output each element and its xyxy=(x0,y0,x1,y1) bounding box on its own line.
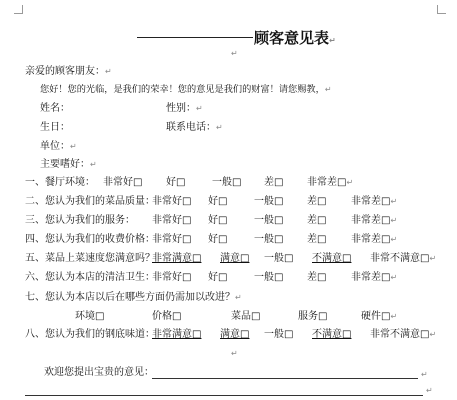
q6-option-2[interactable]: 好□ xyxy=(208,272,228,283)
q5-option-1[interactable]: 非常满意□ xyxy=(152,253,202,264)
q2-option-2[interactable]: 好□ xyxy=(208,196,228,207)
paragraph-mark: ↵ xyxy=(390,235,398,244)
q1-option-3[interactable]: 一般□ xyxy=(212,177,242,188)
q4-option-3[interactable]: 一般□ xyxy=(254,234,284,245)
question-5-label: 五、菜品上菜速度您满意吗？ xyxy=(25,253,155,264)
q4-option-5[interactable] xyxy=(351,234,397,246)
paragraph-mark: ↵ xyxy=(70,142,77,151)
intro-sentence: 您好！您的光临，是我们的荣幸！您的意见是我们的财富！请您赐教， xyxy=(40,84,325,95)
q8-option-5-text: 非常不满意□ xyxy=(370,329,430,340)
q2-option-5-text: 非常差□ xyxy=(351,196,391,207)
field-hobby-text: 主要嗜好： xyxy=(40,159,90,170)
q3-option-4[interactable]: 差□ xyxy=(307,215,327,226)
document-title xyxy=(254,27,336,48)
q5-option-3[interactable]: 一般□ xyxy=(264,253,294,264)
field-gender-label xyxy=(166,103,203,115)
paragraph-mark: ↵ xyxy=(421,370,428,379)
q7-option-1[interactable]: 环境□ xyxy=(75,311,105,322)
greeting-text: 亲爱的顾客朋友： xyxy=(25,66,105,77)
q3-option-5[interactable] xyxy=(351,215,397,227)
q8-option-1[interactable]: 非常满意□ xyxy=(152,329,202,340)
paragraph-mark: ↵ xyxy=(196,104,203,113)
q3-option-2[interactable]: 好□ xyxy=(208,215,228,226)
q5-option-5[interactable] xyxy=(370,253,436,265)
question-6-label: 六、您认为本店的清洁卫生： xyxy=(25,272,155,283)
field-gender-text: 性别： xyxy=(166,103,196,114)
q1-option-5[interactable] xyxy=(307,177,353,189)
q3-option-5-text: 非常差□ xyxy=(351,215,391,226)
question-7-label xyxy=(25,292,242,304)
q2-option-3[interactable]: 一般□ xyxy=(254,196,284,207)
q1-option-2[interactable]: 好□ xyxy=(166,177,186,188)
document-title-text: 顾客意见表 xyxy=(254,29,330,47)
comment-line-2[interactable] xyxy=(25,395,423,396)
q4-option-5-text: 非常差□ xyxy=(351,234,391,245)
paragraph-mark: ↵ xyxy=(429,254,437,263)
field-phone-text: 联系电话： xyxy=(166,122,216,133)
paragraph-mark: ↵ xyxy=(329,36,336,45)
paragraph-mark: ↵ xyxy=(90,160,97,169)
field-birthday-label: 生日： xyxy=(40,122,70,133)
q5-option-2[interactable]: 满意□ xyxy=(220,253,250,264)
paragraph-mark: ↵ xyxy=(390,197,398,206)
q3-option-1[interactable]: 非常好□ xyxy=(152,215,192,226)
paragraph-mark: ↵ xyxy=(235,293,242,302)
question-7-text: 七、您认为本店以后在哪些方面仍需加以改进？ xyxy=(25,292,235,303)
q2-option-1[interactable]: 非常好□ xyxy=(152,196,192,207)
q2-option-5[interactable] xyxy=(351,196,397,208)
paragraph-mark: ↵ xyxy=(231,349,238,358)
field-company-text: 单位： xyxy=(40,141,70,152)
field-phone-label xyxy=(166,122,223,134)
question-1-label: 一、餐厅环境： xyxy=(25,177,95,188)
q7-option-5-text: 硬件□ xyxy=(361,311,391,322)
field-hobby-label xyxy=(40,159,97,171)
q4-option-2[interactable]: 好□ xyxy=(208,234,228,245)
comment-line-1[interactable] xyxy=(152,378,418,379)
q3-option-3[interactable]: 一般□ xyxy=(254,215,284,226)
paragraph-mark: ↵ xyxy=(426,386,433,395)
closing-prompt: 欢迎您提出宝贵的意见： xyxy=(44,367,154,378)
paragraph-mark: ↵ xyxy=(346,178,354,187)
question-8-label: 八、您认为我们的钢底味道： xyxy=(25,329,155,340)
question-2-label: 二、您认为我们的菜品质量： xyxy=(25,196,155,207)
paragraph-mark: ↵ xyxy=(231,49,238,58)
q1-option-1[interactable]: 非常好□ xyxy=(103,177,143,188)
q7-option-2[interactable]: 价格□ xyxy=(152,311,182,322)
q7-option-5[interactable] xyxy=(361,311,397,323)
q8-option-5[interactable] xyxy=(370,329,436,341)
paragraph-mark: ↵ xyxy=(105,67,112,76)
q8-option-3[interactable]: 一般□ xyxy=(264,329,294,340)
title-rule xyxy=(137,37,253,38)
paragraph-mark: ↵ xyxy=(390,312,398,321)
q6-option-4[interactable]: 差□ xyxy=(307,272,327,283)
q4-option-1[interactable]: 非常好□ xyxy=(152,234,192,245)
q8-option-4[interactable]: 不满意□ xyxy=(312,329,352,340)
question-4-label: 四、您认为我们的收费价格： xyxy=(25,234,155,245)
paragraph-mark: ↵ xyxy=(390,216,398,225)
q1-option-5-text: 非常差□ xyxy=(307,177,347,188)
q8-option-2[interactable]: 满意□ xyxy=(220,329,250,340)
paragraph-mark: ↵ xyxy=(429,330,437,339)
greeting xyxy=(25,66,112,78)
q4-option-4[interactable]: 差□ xyxy=(307,234,327,245)
q2-option-4[interactable]: 差□ xyxy=(307,196,327,207)
q6-option-3[interactable]: 一般□ xyxy=(254,272,284,283)
field-name-label: 姓名： xyxy=(40,103,70,114)
field-company-label xyxy=(40,141,77,153)
question-3-label: 三、您认为我们的服务： xyxy=(25,215,135,226)
page-corner-mark-left xyxy=(14,5,23,14)
paragraph-mark: ↵ xyxy=(324,85,332,94)
q5-option-4[interactable]: 不满意□ xyxy=(312,253,352,264)
intro-text xyxy=(40,84,332,96)
q7-option-4[interactable]: 服务□ xyxy=(298,311,328,322)
q6-option-5[interactable] xyxy=(351,272,397,284)
q5-option-5-text: 非常不满意□ xyxy=(370,253,430,264)
q7-option-3[interactable]: 菜品□ xyxy=(231,311,261,322)
paragraph-mark: ↵ xyxy=(390,273,398,282)
q6-option-5-text: 非常差□ xyxy=(351,272,391,283)
paragraph-mark: ↵ xyxy=(216,123,223,132)
q1-option-4[interactable]: 差□ xyxy=(264,177,284,188)
page-corner-mark-right xyxy=(437,5,446,14)
q6-option-1[interactable]: 非常好□ xyxy=(152,272,192,283)
